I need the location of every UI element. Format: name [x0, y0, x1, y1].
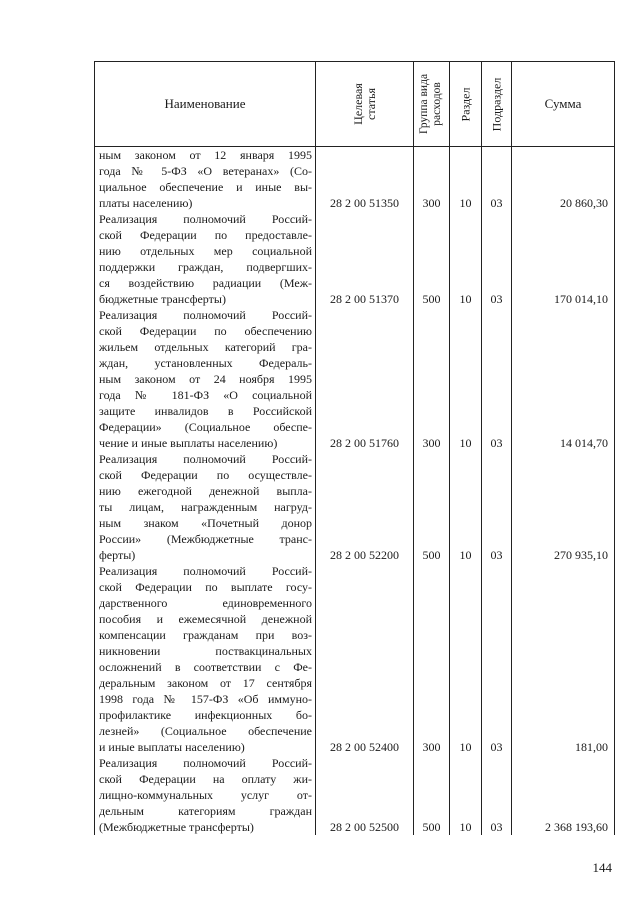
row-name-line: жильем отдельных категорий гра-	[99, 340, 312, 354]
table-row	[95, 563, 615, 755]
row-name-line: профилактике инфекционных бо-	[99, 708, 312, 722]
row-name-line: ты лицам, награжденным нагруд-	[99, 500, 312, 514]
row-target: 28 2 00 52200	[316, 451, 414, 563]
row-name-line: защите инвалидов в Российской	[99, 404, 312, 418]
row-section: 10	[450, 755, 482, 835]
row-name-line: ской Федерации по выплате госу-	[99, 580, 312, 594]
row-name-line: ской Федерации на оплату жи-	[99, 772, 312, 786]
row-group: 500	[414, 211, 450, 307]
row-name	[95, 755, 316, 835]
row-section: 10	[450, 563, 482, 755]
row-name-line: Реализация полномочий Россий-	[99, 212, 312, 226]
row-name-line: ным законом от 24 ноября 1995	[99, 372, 312, 386]
header-sum: Сумма	[512, 62, 615, 147]
table-header-row	[95, 62, 615, 147]
row-subsection: 03	[482, 563, 512, 755]
row-target: 28 2 00 51760	[316, 307, 414, 451]
row-sum: 170 014,10	[512, 211, 615, 307]
row-subsection: 03	[482, 307, 512, 451]
row-name-line: 1998 года № 157-ФЗ «Об иммуно-	[99, 692, 312, 706]
row-name-line: ным знаком «Почетный донор	[99, 516, 312, 530]
page-number: 144	[592, 860, 612, 875]
row-name-line: ской Федерации по обеспечению	[99, 324, 312, 338]
header-section: Раздел	[450, 62, 482, 147]
row-name-line: (Межбюджетные трансферты)	[99, 820, 254, 834]
row-name-line: компенсации гражданам при воз-	[99, 628, 312, 642]
row-name	[95, 147, 316, 212]
row-name-line: ферты)	[99, 548, 136, 562]
table-row	[95, 755, 615, 835]
row-section: 10	[450, 307, 482, 451]
row-name-line: ся воздействию радиации (Меж-	[99, 276, 312, 290]
row-name-line: ской Федерации по осуществле-	[99, 468, 312, 482]
row-name-line: поддержки граждан, подвергших-	[99, 260, 312, 274]
row-name-line: лезней» (Социальное обеспечение	[99, 724, 312, 738]
row-name-line: никновении поствакцинальных	[99, 644, 312, 658]
row-name-line: Федерации» (Социальное обеспе-	[99, 420, 312, 434]
row-name-line: бюджетные трансферты)	[99, 292, 226, 306]
row-name-line: ждан, установленных Федераль-	[99, 356, 312, 370]
row-name-line: и иные выплаты населению)	[99, 740, 245, 754]
row-sum: 14 014,70	[512, 307, 615, 451]
row-name-line: России» (Межбюджетные транс-	[99, 532, 312, 546]
header-group: Группа вида расходов	[414, 62, 450, 147]
row-target: 28 2 00 51350	[316, 147, 414, 212]
row-name-line: ным законом от 12 января 1995	[99, 148, 312, 162]
table-row	[95, 147, 615, 212]
row-name-line: ской Федерации по предоставле-	[99, 228, 312, 242]
row-name	[95, 563, 316, 755]
header-name: Наименование	[95, 62, 316, 147]
table-row	[95, 307, 615, 451]
row-name-line: Реализация полномочий Россий-	[99, 756, 312, 770]
header-subsection: Подраздел	[482, 62, 512, 147]
row-name-line: Реализация полномочий Россий-	[99, 564, 312, 578]
row-subsection: 03	[482, 451, 512, 563]
row-group: 300	[414, 563, 450, 755]
row-name-line: лищно-коммунальных услуг от-	[99, 788, 312, 802]
row-name-line: дарственного единовременного	[99, 596, 312, 610]
row-name-line: платы населению)	[99, 196, 193, 210]
row-name-line: нию отдельных мер социальной	[99, 244, 312, 258]
row-name-line: чение и иные выплаты населению)	[99, 436, 278, 450]
row-sum: 181,00	[512, 563, 615, 755]
row-name-line: пособия и ежемесячной денежной	[99, 612, 312, 626]
row-sum: 2 368 193,60	[512, 755, 615, 835]
row-group: 300	[414, 147, 450, 212]
row-section: 10	[450, 451, 482, 563]
row-name	[95, 451, 316, 563]
row-sum: 270 935,10	[512, 451, 615, 563]
row-group: 500	[414, 755, 450, 835]
row-name-line: дельным категориям граждан	[99, 804, 312, 818]
row-name-line: Реализация полномочий Россий-	[99, 452, 312, 466]
row-name	[95, 211, 316, 307]
row-group: 300	[414, 307, 450, 451]
row-target: 28 2 00 52500	[316, 755, 414, 835]
row-section: 10	[450, 147, 482, 212]
row-name-line: деральным законом от 17 сентября	[99, 676, 312, 690]
table-row	[95, 451, 615, 563]
budget-table	[94, 61, 615, 835]
header-target: Целевая статья	[316, 62, 414, 147]
row-subsection: 03	[482, 211, 512, 307]
row-group: 500	[414, 451, 450, 563]
row-name-line: осложнений в соответствии с Фе-	[99, 660, 312, 674]
row-name	[95, 307, 316, 451]
row-sum: 20 860,30	[512, 147, 615, 212]
table-row	[95, 211, 615, 307]
row-name-line: года № 181-ФЗ «О социальной	[99, 388, 312, 402]
row-name-line: Реализация полномочий Россий-	[99, 308, 312, 322]
row-name-line: года № 5-ФЗ «О ветеранах» (Со-	[99, 164, 312, 178]
row-target: 28 2 00 51370	[316, 211, 414, 307]
row-subsection: 03	[482, 147, 512, 212]
row-name-line: циальное обеспечение и иные вы-	[99, 180, 312, 194]
row-section: 10	[450, 211, 482, 307]
row-subsection: 03	[482, 755, 512, 835]
row-name-line: нию ежегодной денежной выпла-	[99, 484, 312, 498]
row-target: 28 2 00 52400	[316, 563, 414, 755]
